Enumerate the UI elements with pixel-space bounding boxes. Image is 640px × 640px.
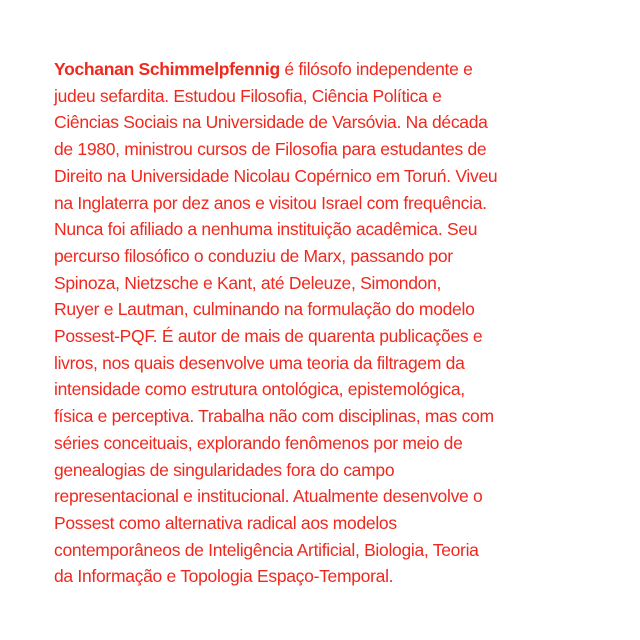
bio-line: representacional e institucional. Atualmente desenvolve o	[54, 486, 483, 507]
bio-line: Possest como alternativa radical aos modelos	[54, 512, 397, 533]
bio-line: contemporâneos de Inteligência Artificial, Biologia, Teoria	[54, 539, 479, 560]
bio-line: Nunca foi afiliado a nenhuma instituição acadêmica. Seu	[54, 219, 478, 240]
bio-line: na Inglaterra por dez anos e visitou Israel com frequência.	[54, 192, 487, 213]
bio-line: física e perceptiva. Trabalha não com disciplinas, mas com	[54, 406, 494, 427]
bio-line: genealogias de singularidades fora do campo	[54, 459, 395, 480]
bio-line: Ciências Sociais na Universidade de Varsóvia. Na década	[54, 112, 488, 133]
bio-line: Spinoza, Nietzsche e Kant, até Deleuze, Simondon,	[54, 272, 442, 293]
bio-line: livros, nos quais desenvolve uma teoria da filtragem da	[54, 352, 465, 373]
biography-paragraph	[54, 56, 594, 590]
bio-line: da Informação e Topologia Espaço-Temporal.	[54, 566, 394, 587]
bio-line: intensidade como estrutura ontológica, epistemológica,	[54, 379, 465, 400]
bio-line: Possest-PQF. É autor de mais de quarenta publicações e	[54, 326, 483, 347]
bio-line: séries conceituais, explorando fenômenos por meio de	[54, 432, 463, 453]
bio-line: judeu sefardita. Estudou Filosofia, Ciência Política e	[54, 85, 442, 106]
bio-first-line-text: é filósofo independente e	[279, 59, 473, 79]
bio-line	[54, 56, 594, 83]
author-name: Yochanan Schimmelpfennig	[54, 59, 280, 79]
bio-line: Ruyer e Lautman, culminando na formulação do modelo	[54, 299, 475, 320]
bio-line: percurso filosófico o conduziu de Marx, passando por	[54, 245, 453, 266]
bio-line: de 1980, ministrou cursos de Filosofia para estudantes de	[54, 139, 487, 160]
bio-line: Direito na Universidade Nicolau Copérnico em Toruń. Viveu	[54, 165, 498, 186]
